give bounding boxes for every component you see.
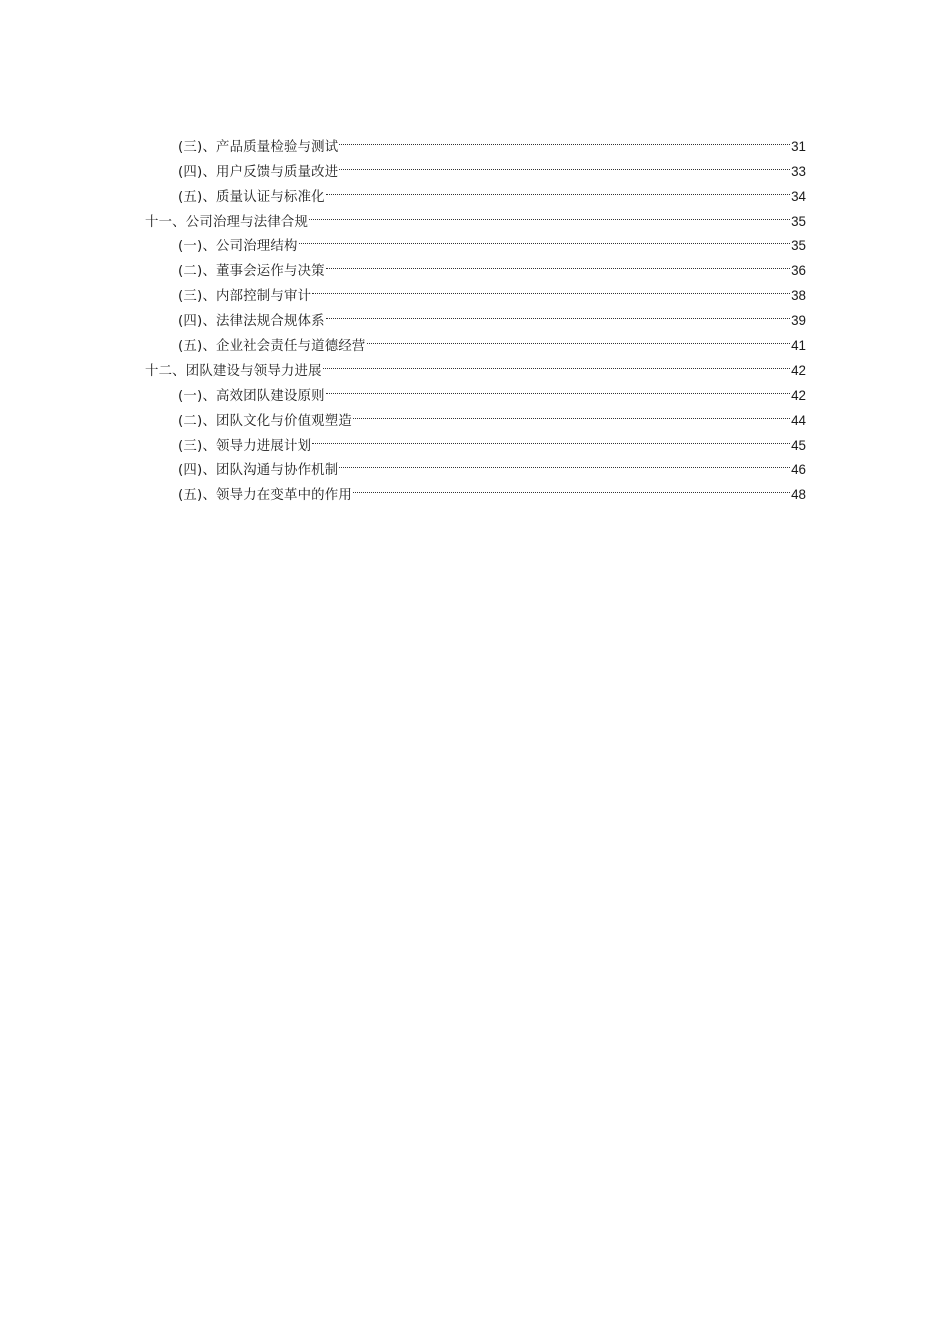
toc-entry-title: (五)、领导力在变革中的作用 xyxy=(178,488,352,504)
toc-entry-page: 42 xyxy=(791,387,806,403)
toc-entry[interactable] xyxy=(145,126,806,155)
toc-entry-page: 41 xyxy=(791,338,806,354)
toc-entry-title: 十二、团队建设与领导力进展 xyxy=(145,363,322,379)
toc-entry-page: 45 xyxy=(791,437,806,453)
toc-dot-leader xyxy=(323,350,790,375)
toc-dot-leader xyxy=(326,300,790,325)
toc-entry-page: 46 xyxy=(791,462,806,478)
toc-entry-page: 44 xyxy=(791,412,806,428)
toc-dot-leader xyxy=(326,250,790,275)
toc-dot-leader xyxy=(312,425,790,450)
toc-entry-page: 38 xyxy=(791,288,806,304)
toc-entry-page: 35 xyxy=(791,238,806,254)
toc-entry-page: 33 xyxy=(791,163,806,179)
toc-dot-leader xyxy=(353,474,790,499)
toc-dot-leader xyxy=(299,226,791,251)
toc-entry-title: (三)、产品质量检验与测试 xyxy=(178,139,339,155)
toc-entry-title: (四)、用户反馈与质量改进 xyxy=(178,164,339,180)
toc-entry-title: (四)、法律法规合规体系 xyxy=(178,314,325,330)
toc-dot-leader xyxy=(339,126,790,151)
toc-dot-leader xyxy=(339,151,790,176)
toc-entry-page: 42 xyxy=(791,362,806,378)
toc-entry-page: 31 xyxy=(791,138,806,154)
toc-entry-title: 十一、公司治理与法律合规 xyxy=(145,214,309,230)
toc-dot-leader xyxy=(367,325,791,350)
toc-dot-leader xyxy=(326,375,790,400)
toc-entry-title: (二)、董事会运作与决策 xyxy=(178,264,325,280)
toc-entry-title: (一)、公司治理结构 xyxy=(178,239,298,255)
toc-entry-title: (三)、领导力进展计划 xyxy=(178,438,312,454)
toc-entry-page: 34 xyxy=(791,188,806,204)
toc-dot-leader xyxy=(309,201,790,226)
toc-entry-title: (五)、企业社会责任与道德经营 xyxy=(178,339,366,355)
toc-dot-leader xyxy=(339,450,790,475)
toc-entry-title: (四)、团队沟通与协作机制 xyxy=(178,463,339,479)
toc-dot-leader xyxy=(353,400,790,425)
toc-dot-leader xyxy=(326,176,790,201)
toc-entry-page: 36 xyxy=(791,263,806,279)
toc-entry-title: (五)、质量认证与标准化 xyxy=(178,189,325,205)
toc-entry-page: 39 xyxy=(791,313,806,329)
toc-entry-title: (三)、内部控制与审计 xyxy=(178,289,312,305)
toc-entry-title: (二)、团队文化与价值观塑造 xyxy=(178,413,352,429)
toc-dot-leader xyxy=(312,275,790,300)
toc-entry-page: 48 xyxy=(791,487,806,503)
toc-entry-title: (一)、高效团队建设原则 xyxy=(178,388,325,404)
toc-entry-page: 35 xyxy=(791,213,806,229)
table-of-contents xyxy=(145,126,806,504)
